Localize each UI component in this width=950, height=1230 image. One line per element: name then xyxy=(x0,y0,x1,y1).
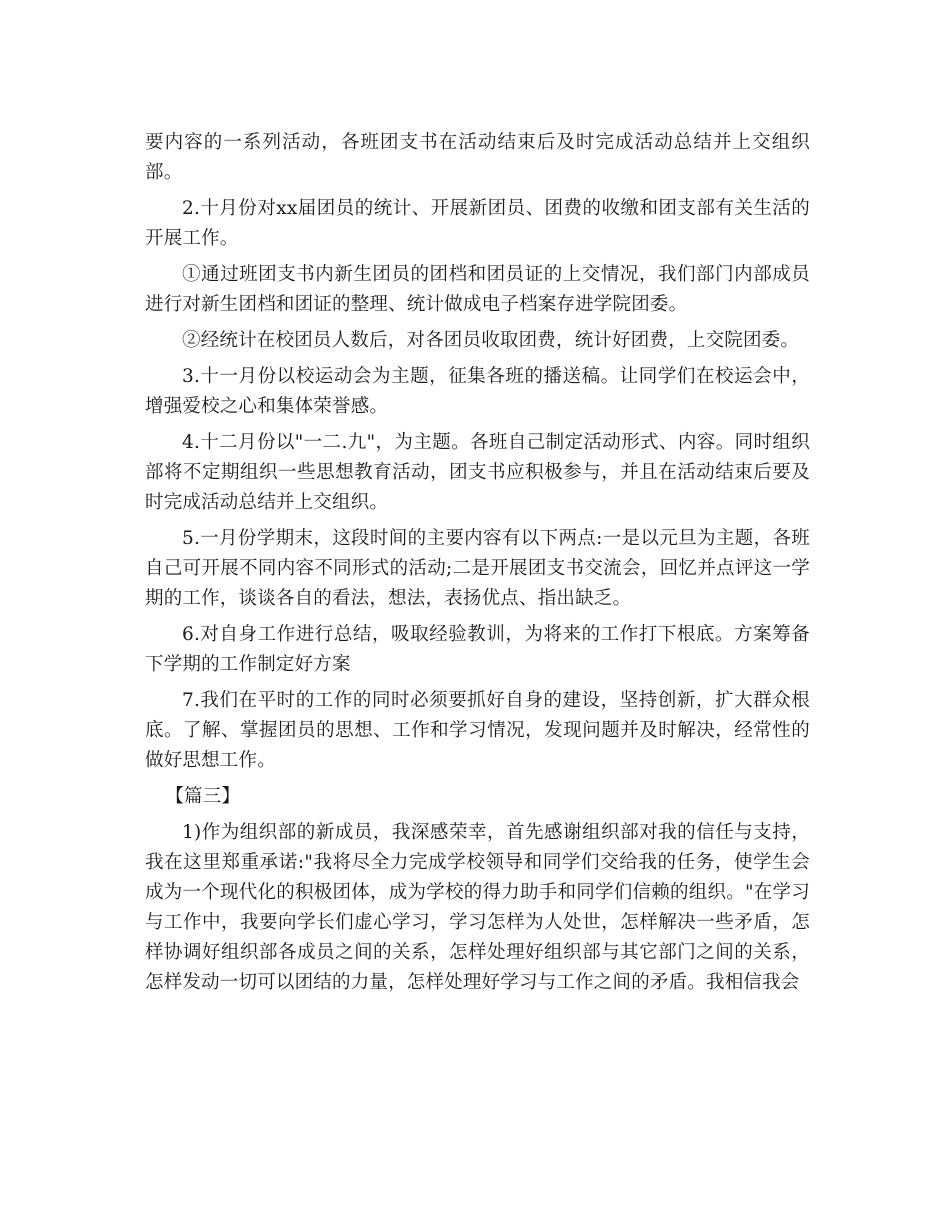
paragraph-item-4: 4.十二月份以"一二.九"，为主题。各班自己制定活动形式、内容。同时组织部将不定期组织一些思想教育活动，团支书应积极参与，并且在活动结束后要及时完成活动总结并上交组织。 xyxy=(145,432,810,513)
paragraph-section-3-item-1: 1)作为组织部的新成员，我深感荣幸，首先感谢组织部对我的信任与支持，我在这里郑重承诺:"我将尽全力完成学校领导和同学们交给我的任务，使学生会成为一个现代化的积极团体，成为学校的得力助手和同学们信赖的组织。"在学习与工作中，我要向学长们虚心学习，学习怎样为人处世，怎样解决一些矛盾，怎样协调好组织部各成员之间的关系，怎样处理好组织部与其它部门之间的关系，怎样发动一切可以团结的力量，怎样处理好学习与工作之间的矛盾。我相信我会 xyxy=(145,822,810,993)
paragraph-item-2: 2.十月份对xx届团员的统计、开展新团员、团费的收缴和团支部有关生活的开展工作。 xyxy=(145,198,810,249)
section-heading: 【篇三】 xyxy=(165,786,241,807)
paragraph-item-5: 5.一月份学期末，这段时间的主要内容有以下两点:一是以元旦为主题，各班自己可开展不同内容不同形式的活动;二是开展团支书交流会，回忆并点评这一学期的工作，谈谈各自的看法，想法，表扬优点、指出缺乏。 xyxy=(145,528,810,609)
paragraph-item-3: 3.十一月份以校运动会为主题，征集各班的播送稿。让同学们在校运会中，增强爱校之心和集体荣誉感。 xyxy=(145,366,810,417)
paragraph-subitem-1: ①通过班团支书内新生团员的团档和团员证的上交情况，我们部门内部成员进行对新生团档和团证的整理、统计做成电子档案存进学院团委。 xyxy=(145,264,810,315)
paragraph-item-6: 6.对自身工作进行总结，吸取经验教训，为将来的工作打下根底。方案筹备下学期的工作制定好方案 xyxy=(145,624,810,675)
paragraph-continuation: 要内容的一系列活动，各班团支书在活动结束后及时完成活动总结并上交组织部。 xyxy=(145,132,810,183)
paragraph-subitem-2: ②经统计在校团员人数后，对各团员收取团费，统计好团费，上交院团委。 xyxy=(182,330,800,351)
document-body xyxy=(145,128,810,1004)
paragraph-item-7: 7.我们在平时的工作的同时必须要抓好自身的建设，坚持创新，扩大群众根底。了解、掌握团员的思想、工作和学习情况，发现问题并及时解决，经常性的做好思想工作。 xyxy=(145,690,810,771)
